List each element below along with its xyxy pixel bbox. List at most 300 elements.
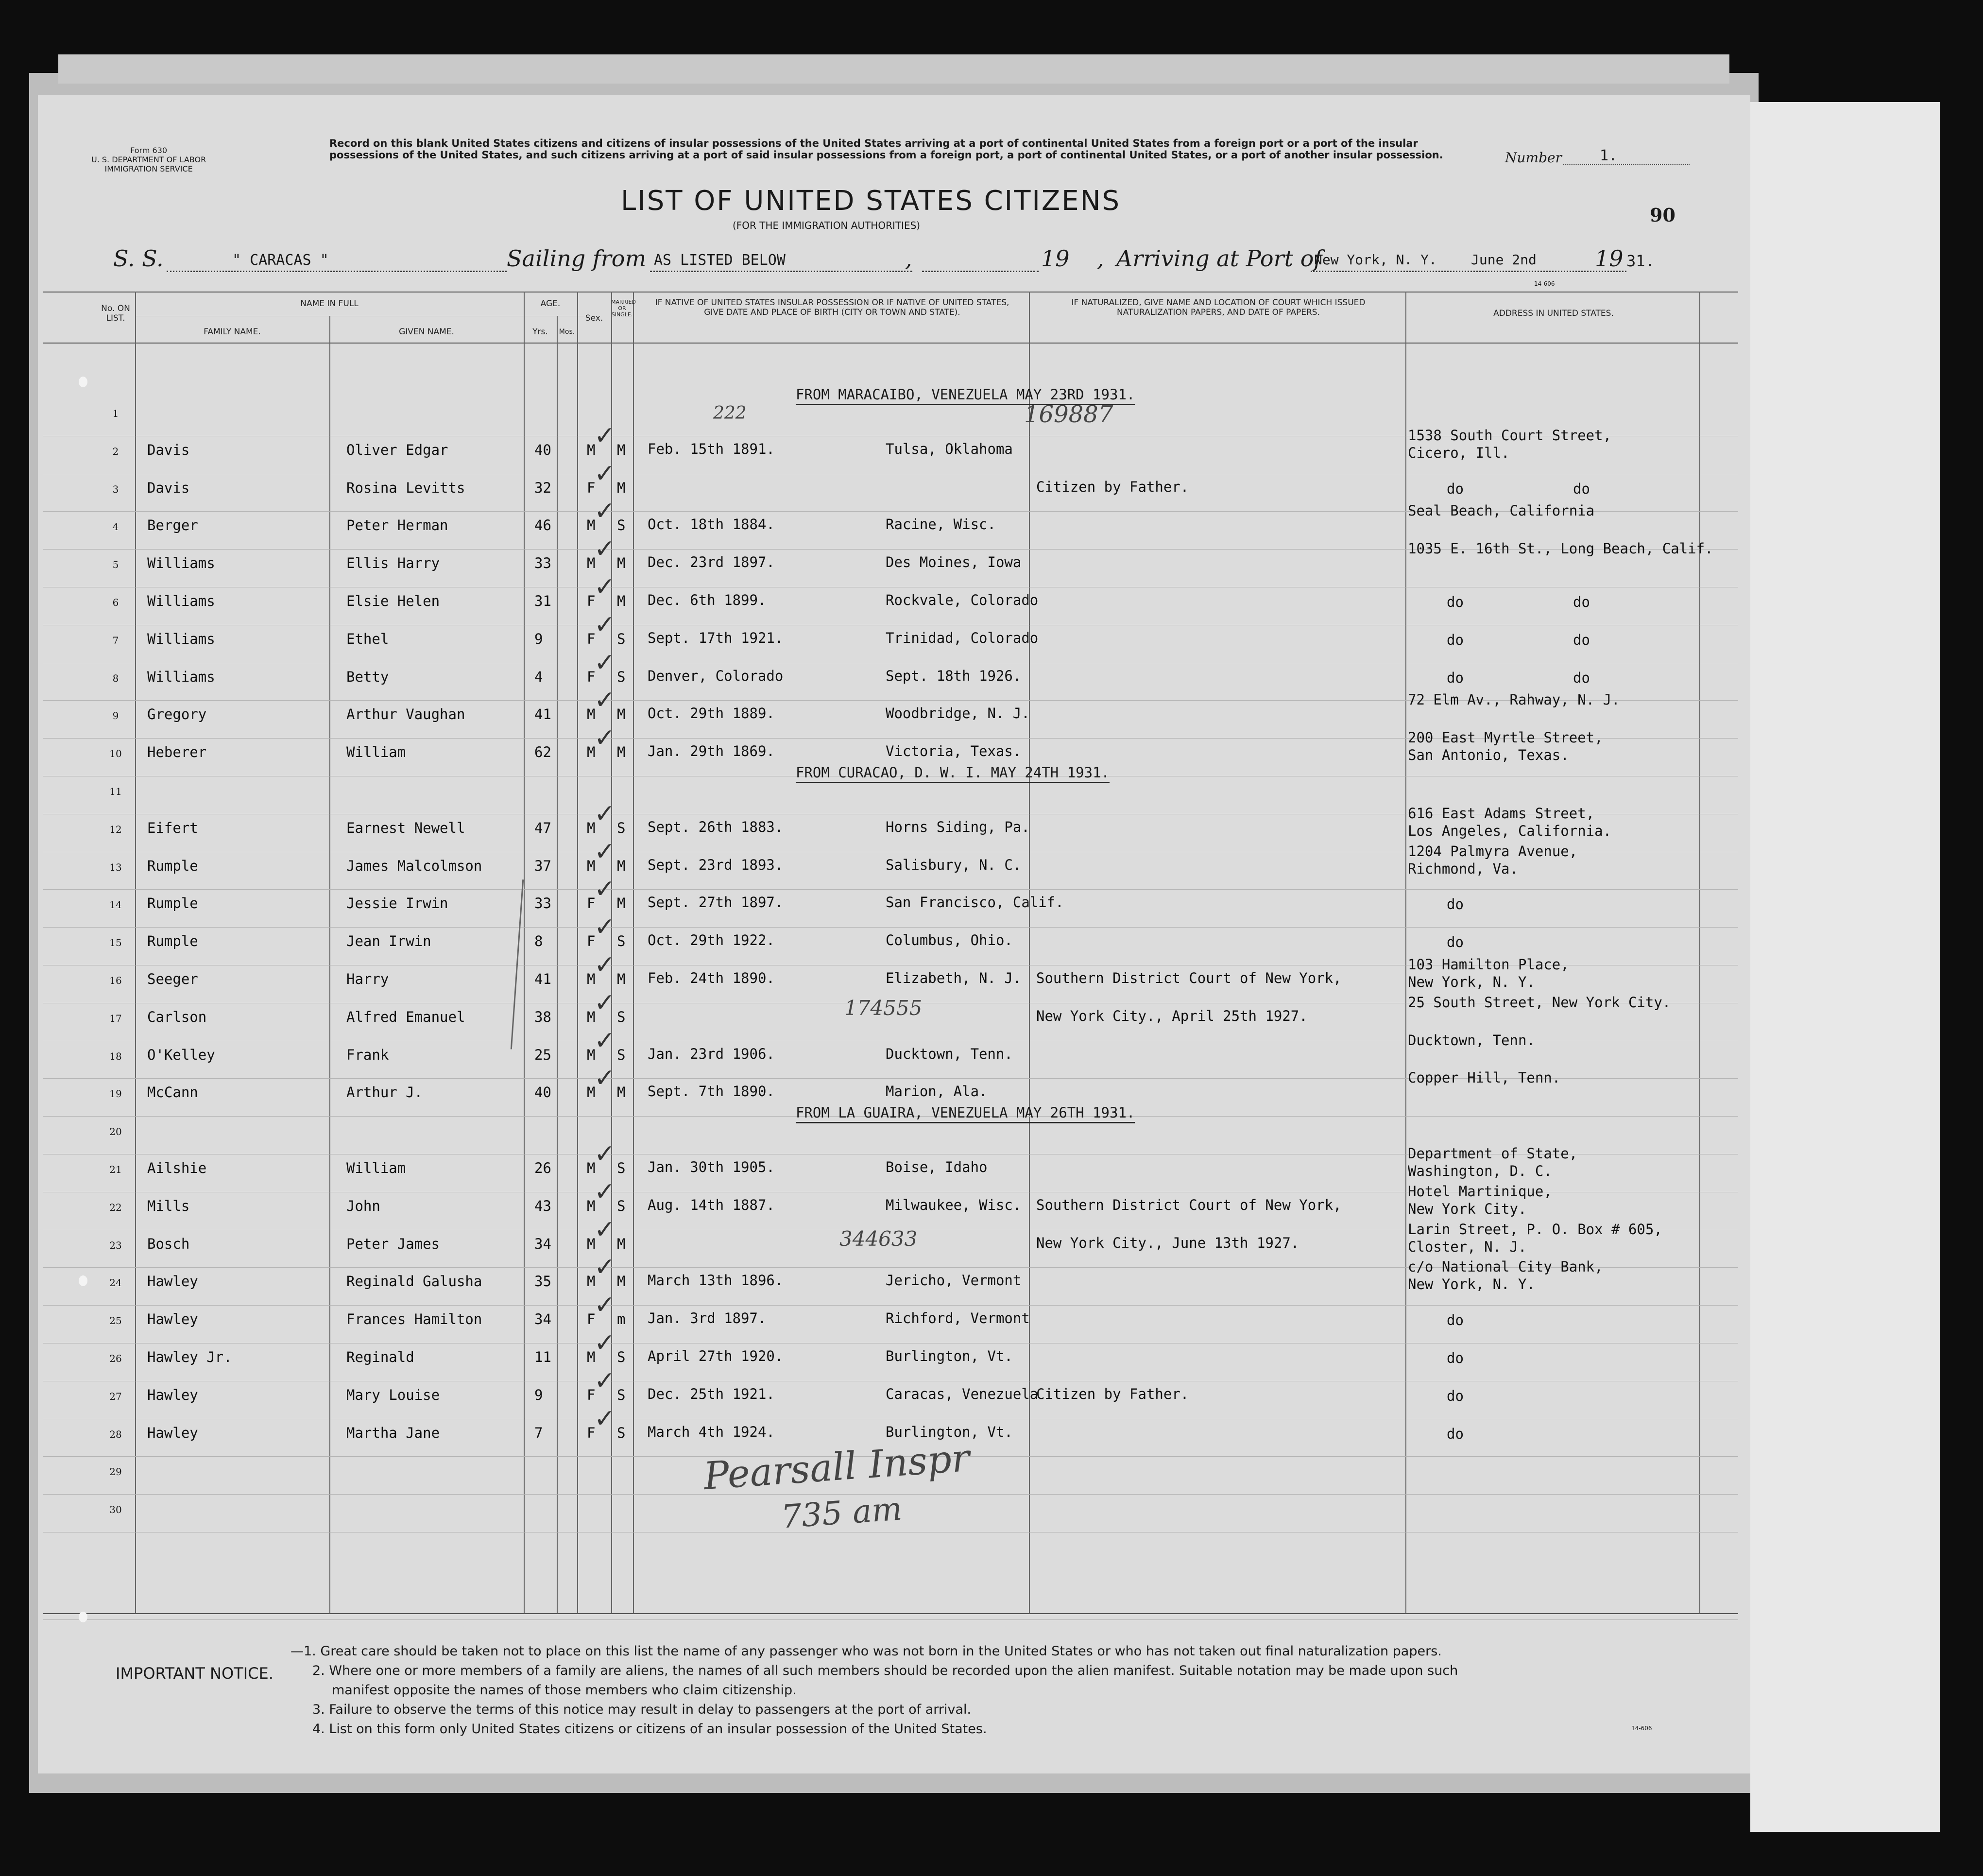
check-mark: ✓ bbox=[594, 1215, 615, 1244]
age-years: 11 bbox=[534, 1349, 551, 1365]
birth-place: San Francisco, Calif. bbox=[886, 894, 1064, 911]
birth-place: Jericho, Vermont bbox=[886, 1272, 1022, 1289]
address-line-1: Larin Street, P. O. Box # 605, bbox=[1408, 1221, 1662, 1238]
age-years: 37 bbox=[534, 857, 551, 874]
family-name: Ailshie bbox=[147, 1160, 207, 1176]
family-name: Eifert bbox=[147, 819, 198, 836]
arrival-time: 735 am bbox=[780, 1490, 904, 1536]
sex: M bbox=[587, 1235, 596, 1252]
page-subtitle: (FOR THE IMMIGRATION AUTHORITIES) bbox=[733, 220, 921, 231]
hdr-yrs: Yrs. bbox=[532, 327, 548, 337]
section-heading: FROM CURACAO, D. W. I. MAY 24TH 1931. bbox=[796, 764, 1110, 783]
hand-note-174555: 174555 bbox=[844, 996, 923, 1020]
birth-place: Marion, Ala. bbox=[886, 1083, 988, 1100]
age-years: 33 bbox=[534, 555, 551, 572]
col-ms bbox=[633, 292, 634, 1613]
sex: M bbox=[587, 1160, 596, 1176]
address-line-2: Richmond, Va. bbox=[1408, 860, 1518, 877]
age-years: 34 bbox=[534, 1235, 551, 1252]
row-number: 20 bbox=[109, 1126, 122, 1138]
age-years: 4 bbox=[534, 668, 543, 685]
family-name: Hawley bbox=[147, 1424, 198, 1441]
sex: M bbox=[587, 441, 596, 458]
address-line-2: New York, N. Y. bbox=[1408, 974, 1535, 990]
age-years: 40 bbox=[534, 1084, 551, 1101]
birth-place: Salisbury, N. C. bbox=[886, 856, 1022, 873]
age-years: 43 bbox=[534, 1197, 551, 1214]
age-years: 9 bbox=[534, 1386, 543, 1403]
row-rule bbox=[43, 927, 1738, 928]
address-line-2: Closter, N. J. bbox=[1408, 1238, 1527, 1255]
birth-date: Feb. 15th 1891. bbox=[648, 440, 775, 457]
row-number: 6 bbox=[112, 597, 119, 608]
birth-date: Aug. 14th 1887. bbox=[648, 1196, 775, 1213]
address-line-1: 25 South Street, New York City. bbox=[1408, 994, 1671, 1011]
age-years: 31 bbox=[534, 593, 551, 609]
sex: F bbox=[587, 668, 596, 685]
sex: M bbox=[587, 1084, 596, 1101]
family-name: Hawley bbox=[147, 1386, 198, 1403]
header-bottom bbox=[43, 343, 1738, 344]
sex: M bbox=[587, 1046, 596, 1063]
address-line-2: Cicero, Ill. bbox=[1408, 444, 1510, 461]
marital-status: S bbox=[617, 1160, 626, 1176]
check-mark: ✓ bbox=[594, 1139, 615, 1169]
given-name: Harry bbox=[346, 971, 389, 987]
marital-status: M bbox=[617, 971, 626, 987]
notice-item-4: 4. List on this form only United States citizens or citizens of an insular possession of the United States. bbox=[312, 1721, 987, 1737]
address-line-1b: do bbox=[1573, 480, 1590, 497]
sex: M bbox=[587, 744, 596, 761]
birth-date: Oct. 18th 1884. bbox=[648, 516, 775, 533]
birth-place: Caracas, Venezuela bbox=[886, 1385, 1039, 1402]
birth-date: Denver, Colorado bbox=[648, 667, 784, 684]
marital-status: S bbox=[617, 819, 626, 836]
age-years: 62 bbox=[534, 744, 551, 761]
naturalization: New York City., June 13th 1927. bbox=[1036, 1234, 1299, 1251]
check-mark: ✓ bbox=[594, 686, 615, 715]
instructions: Record on this blank United States citizens and citizens of insular possessions of the United States arriving at a port of continental United States from a foreign port or a port of the insular possessions of the United States, and such citizens arriving at a port of said insular possessions from a foreign port, a port of continental United States, or a port of another insular possession. bbox=[329, 138, 1443, 161]
section-heading: FROM LA GUAIRA, VENEZUELA MAY 26TH 1931. bbox=[796, 1104, 1135, 1123]
year-prefix-1: 19 bbox=[1041, 245, 1070, 272]
age-years: 46 bbox=[534, 517, 551, 534]
given-name: Ethel bbox=[346, 630, 389, 647]
address-line-1: do bbox=[1447, 1312, 1464, 1329]
birth-place: Columbus, Ohio. bbox=[886, 932, 1013, 949]
sex: M bbox=[587, 706, 596, 723]
family-name: Gregory bbox=[147, 706, 207, 723]
address-line-1: 1035 E. 16th St., Long Beach, Calif. bbox=[1408, 540, 1713, 557]
age-years: 38 bbox=[534, 1008, 551, 1025]
marital-status: M bbox=[617, 1084, 626, 1101]
given-name: Alfred Emanuel bbox=[346, 1008, 465, 1025]
given-name: Oliver Edgar bbox=[346, 441, 448, 458]
hand-note-222: 222 bbox=[713, 403, 747, 423]
check-mark: ✓ bbox=[594, 1026, 615, 1055]
row-number: 13 bbox=[109, 861, 122, 873]
marital-status: M bbox=[617, 1273, 626, 1290]
marital-status: S bbox=[617, 630, 626, 647]
marital-status: M bbox=[617, 441, 626, 458]
given-name: Ellis Harry bbox=[346, 555, 440, 572]
age-years: 41 bbox=[534, 706, 551, 723]
family-name: McCann bbox=[147, 1084, 198, 1101]
check-mark: ✓ bbox=[594, 1253, 615, 1282]
age-years: 32 bbox=[534, 479, 551, 496]
address-line-1b: do bbox=[1573, 594, 1590, 610]
under-sheet-2 bbox=[58, 54, 1729, 84]
given-name: Reginald Galusha bbox=[346, 1273, 482, 1290]
row-number: 15 bbox=[109, 937, 122, 949]
birth-date: Jan. 3rd 1897. bbox=[648, 1310, 767, 1327]
given-name: William bbox=[346, 744, 406, 761]
address-line-1: do bbox=[1447, 594, 1464, 610]
hdr-naturalized: IF NATURALIZED, GIVE NAME AND LOCATION OF COURT WHICH ISSUED NATURALIZATION PAPERS, AND DATE OF PAPERS. bbox=[1071, 298, 1366, 317]
birth-date: Jan. 30th 1905. bbox=[648, 1159, 775, 1175]
age-years: 35 bbox=[534, 1273, 551, 1290]
birth-date: Sept. 17th 1921. bbox=[648, 629, 784, 646]
service: IMMIGRATION SERVICE bbox=[104, 164, 193, 173]
col-no bbox=[135, 292, 136, 1613]
family-name: Williams bbox=[147, 630, 215, 647]
birth-place: Victoria, Texas. bbox=[886, 743, 1022, 760]
birth-date: March 13th 1896. bbox=[648, 1272, 784, 1289]
comma-2: , bbox=[1097, 245, 1104, 272]
birth-place: Trinidad, Colorado bbox=[886, 629, 1039, 646]
hdr-family: FAMILY NAME. bbox=[204, 327, 261, 337]
check-mark: ✓ bbox=[594, 534, 615, 564]
marital-status: S bbox=[617, 668, 626, 685]
notice-item-3: 3. Failure to observe the terms of this notice may result in delay to passengers at the port of arrival. bbox=[312, 1702, 972, 1717]
age-years: 26 bbox=[534, 1160, 551, 1176]
birth-date: Sept. 27th 1897. bbox=[648, 894, 784, 911]
age-years: 41 bbox=[534, 971, 551, 987]
form-id bbox=[91, 146, 206, 173]
given-name: Peter Herman bbox=[346, 517, 448, 534]
age-years: 8 bbox=[534, 933, 543, 950]
given-name: Earnest Newell bbox=[346, 819, 465, 836]
sailing-line bbox=[650, 271, 912, 272]
check-mark: ✓ bbox=[594, 950, 615, 980]
marital-status: M bbox=[617, 593, 626, 609]
marital-status: M bbox=[617, 1235, 626, 1252]
address-line-1: Copper Hill, Tenn. bbox=[1408, 1069, 1561, 1086]
comma-1: , bbox=[905, 245, 912, 272]
birth-place: Ducktown, Tenn. bbox=[886, 1045, 1013, 1062]
family-name: Mills bbox=[147, 1197, 190, 1214]
hdr-address: ADDRESS IN UNITED STATES. bbox=[1493, 309, 1614, 318]
hdr-birth: IF NATIVE OF UNITED STATES INSULAR POSSESSION OR IF NATIVE OF UNITED STATES, GIVE DATE AND PLACE OF BIRTH (CITY OR TOWN AND STATE). bbox=[655, 298, 1009, 317]
birth-date: Dec. 6th 1899. bbox=[648, 592, 767, 608]
check-mark: ✓ bbox=[594, 875, 615, 904]
address-line-1: do bbox=[1447, 1425, 1464, 1442]
hdr-age: AGE. bbox=[540, 299, 561, 309]
age-years: 7 bbox=[534, 1424, 543, 1441]
table-bottom bbox=[43, 1613, 1738, 1614]
check-mark: ✓ bbox=[594, 1366, 615, 1395]
given-name: Reginald bbox=[346, 1349, 414, 1365]
number-value: 1. bbox=[1600, 147, 1618, 164]
sex: M bbox=[587, 1008, 596, 1025]
check-mark: ✓ bbox=[594, 648, 615, 677]
address-line-1: do bbox=[1447, 934, 1464, 951]
row-number: 14 bbox=[109, 899, 122, 911]
sex: M bbox=[587, 1349, 596, 1365]
family-name: Davis bbox=[147, 441, 190, 458]
hdr-mos: Mos. bbox=[559, 328, 575, 336]
sex: F bbox=[587, 895, 596, 912]
birth-date: Dec. 23rd 1897. bbox=[648, 554, 775, 571]
col-addr bbox=[1699, 292, 1700, 1613]
birth-place: Sept. 18th 1926. bbox=[886, 667, 1022, 684]
age-years: 9 bbox=[534, 630, 543, 647]
row-number: 25 bbox=[109, 1315, 122, 1327]
age-years: 34 bbox=[534, 1311, 551, 1328]
sex: F bbox=[587, 1311, 596, 1328]
row-number: 4 bbox=[112, 521, 119, 533]
given-name: Peter James bbox=[346, 1235, 440, 1252]
arrival-date: June 2nd bbox=[1471, 252, 1537, 268]
sex: M bbox=[587, 819, 596, 836]
naturalization: New York City., April 25th 1927. bbox=[1036, 1007, 1308, 1024]
year: 31. bbox=[1626, 252, 1655, 270]
family-name: Hawley Jr. bbox=[147, 1349, 232, 1365]
address-line-2: New York, N. Y. bbox=[1408, 1276, 1535, 1293]
marital-status: S bbox=[617, 1386, 626, 1403]
given-name: Arthur Vaughan bbox=[346, 706, 465, 723]
check-mark: ✓ bbox=[594, 1177, 615, 1206]
date-line-1 bbox=[922, 271, 1039, 272]
birth-place: Horns Siding, Pa. bbox=[886, 818, 1030, 835]
family-name: Bosch bbox=[147, 1235, 190, 1252]
sex: F bbox=[587, 479, 596, 496]
check-mark: ✓ bbox=[594, 1404, 615, 1433]
address-line-1b: do bbox=[1573, 631, 1590, 648]
family-name: Williams bbox=[147, 555, 215, 572]
sex: M bbox=[587, 857, 596, 874]
hdr-name-in-full: NAME IN FULL bbox=[300, 299, 359, 309]
marital-status: S bbox=[617, 1046, 626, 1063]
family-name: Rumple bbox=[147, 895, 198, 912]
address-line-2: San Antonio, Texas. bbox=[1408, 747, 1569, 764]
row-number: 16 bbox=[109, 975, 122, 986]
check-mark: ✓ bbox=[594, 1328, 615, 1358]
row-number: 27 bbox=[109, 1390, 122, 1402]
naturalization: Southern District Court of New York, bbox=[1036, 970, 1342, 986]
row-number: 12 bbox=[109, 823, 122, 835]
check-mark: ✓ bbox=[594, 497, 615, 526]
birth-place: Milwaukee, Wisc. bbox=[886, 1196, 1022, 1213]
sex: M bbox=[587, 971, 596, 987]
page-title: LIST OF UNITED STATES CITIZENS bbox=[621, 185, 1121, 217]
birth-date: April 27th 1920. bbox=[648, 1348, 784, 1364]
row-number: 29 bbox=[109, 1466, 122, 1478]
sex: F bbox=[587, 1424, 596, 1441]
age-years: 47 bbox=[534, 819, 551, 836]
notice-item-2-cont: manifest opposite the names of those members who claim citizenship. bbox=[332, 1683, 797, 1698]
family-name: Williams bbox=[147, 668, 215, 685]
age-years: 40 bbox=[534, 441, 551, 458]
number-label: Number bbox=[1505, 150, 1562, 166]
row-number: 17 bbox=[109, 1012, 122, 1024]
row-number: 8 bbox=[112, 672, 119, 684]
birth-date: Feb. 24th 1890. bbox=[648, 970, 775, 986]
address-line-1: do bbox=[1447, 1387, 1464, 1404]
sex: F bbox=[587, 1386, 596, 1403]
check-mark: ✓ bbox=[594, 988, 615, 1017]
naturalization: Citizen by Father. bbox=[1036, 1385, 1189, 1402]
row-number: 28 bbox=[109, 1428, 122, 1440]
family-name: Seeger bbox=[147, 971, 198, 987]
address-line-1: do bbox=[1447, 669, 1464, 686]
address-line-1: do bbox=[1447, 1350, 1464, 1366]
birth-date: Sept. 26th 1883. bbox=[648, 818, 784, 835]
given-name: Rosina Levitts bbox=[346, 479, 465, 496]
given-name: Arthur J. bbox=[346, 1084, 423, 1101]
row-number: 9 bbox=[112, 710, 119, 722]
col-given bbox=[524, 292, 525, 1613]
address-line-2: Washington, D. C. bbox=[1408, 1163, 1552, 1179]
row-number: 7 bbox=[112, 634, 119, 646]
adjacent-page bbox=[1750, 102, 1940, 1832]
marital-status: m bbox=[617, 1311, 626, 1328]
given-name: Mary Louise bbox=[346, 1386, 440, 1403]
department: U. S. DEPARTMENT OF LABOR bbox=[91, 155, 206, 164]
sex: M bbox=[587, 1273, 596, 1290]
marital-status: S bbox=[617, 1008, 626, 1025]
form-number: Form 630 bbox=[130, 146, 168, 155]
birth-date: Oct. 29th 1922. bbox=[648, 932, 775, 949]
sailing-label: Sailing from bbox=[507, 245, 647, 272]
row-number: 5 bbox=[112, 559, 119, 571]
hdr-no: No. ON LIST. bbox=[101, 304, 130, 323]
marital-status: M bbox=[617, 857, 626, 874]
sex: F bbox=[587, 593, 596, 609]
form-code-bottom: 14-606 bbox=[1631, 1725, 1652, 1732]
port: New York, N. Y. bbox=[1314, 252, 1437, 268]
row-number: 23 bbox=[109, 1239, 122, 1251]
row-number: 26 bbox=[109, 1353, 122, 1364]
sex: M bbox=[587, 555, 596, 572]
notice-item-2: 2. Where one or more members of a family are aliens, the names of all such members should be recorded upon the alien manifest. Suitable notation may be made upon such bbox=[312, 1663, 1458, 1678]
hdr-married: MARRIED OR SINGLE. bbox=[611, 299, 636, 318]
form-code-top: 14-606 bbox=[1534, 280, 1555, 287]
family-name: Rumple bbox=[147, 857, 198, 874]
family-name: Williams bbox=[147, 593, 215, 609]
birth-place: Tulsa, Oklahoma bbox=[886, 440, 1013, 457]
given-name: Frances Hamilton bbox=[346, 1311, 482, 1328]
family-name: Berger bbox=[147, 517, 198, 534]
check-mark: ✓ bbox=[594, 1291, 615, 1320]
row-number: 19 bbox=[109, 1088, 122, 1100]
address-line-1: c/o National City Bank, bbox=[1408, 1258, 1603, 1275]
check-mark: ✓ bbox=[594, 723, 615, 753]
birth-date: Sept. 23rd 1893. bbox=[648, 856, 784, 873]
check-mark: ✓ bbox=[594, 610, 615, 639]
given-name: William bbox=[346, 1160, 406, 1176]
address-line-1: do bbox=[1447, 631, 1464, 648]
family-name: Rumple bbox=[147, 933, 198, 950]
family-name: Heberer bbox=[147, 744, 207, 761]
col-nat bbox=[1405, 292, 1406, 1613]
address-line-1: Hotel Martinique, bbox=[1408, 1183, 1552, 1200]
ss-label: S. S. bbox=[113, 245, 164, 272]
address-line-1: 1204 Palmyra Avenue, bbox=[1408, 843, 1578, 860]
address-line-2: Los Angeles, California. bbox=[1408, 822, 1612, 839]
sex: M bbox=[587, 517, 596, 534]
row-number: 30 bbox=[109, 1504, 122, 1516]
arriving-label: Arriving at Port of bbox=[1116, 245, 1322, 272]
family-name: Hawley bbox=[147, 1311, 198, 1328]
given-name: Frank bbox=[346, 1046, 389, 1063]
marital-status: S bbox=[617, 1197, 626, 1214]
notice-heading: IMPORTANT NOTICE. bbox=[116, 1664, 274, 1683]
table-top bbox=[43, 292, 1738, 293]
hdr-given: GIVEN NAME. bbox=[399, 327, 454, 337]
birth-date: Dec. 25th 1921. bbox=[648, 1385, 775, 1402]
row-number: 3 bbox=[112, 483, 119, 495]
table-bottom-2 bbox=[43, 1619, 1738, 1620]
check-mark: ✓ bbox=[594, 572, 615, 602]
family-name: O'Kelley bbox=[147, 1046, 215, 1063]
row-number: 24 bbox=[109, 1277, 122, 1289]
manifest-sheet bbox=[38, 95, 1750, 1773]
address-line-1: 1538 South Court Street, bbox=[1408, 427, 1612, 444]
hand-note-169887: 169887 bbox=[1024, 401, 1113, 428]
birth-date: Oct. 29th 1889. bbox=[648, 705, 775, 722]
family-name: Davis bbox=[147, 479, 190, 496]
port-line bbox=[1311, 271, 1626, 272]
naturalization: Southern District Court of New York, bbox=[1036, 1196, 1342, 1213]
address-line-1: 72 Elm Av., Rahway, N. J. bbox=[1408, 691, 1620, 708]
ship-line bbox=[167, 271, 507, 272]
row-number: 1 bbox=[112, 408, 119, 419]
age-years: 33 bbox=[534, 895, 551, 912]
check-mark: ✓ bbox=[594, 459, 615, 488]
row-number: 2 bbox=[112, 445, 119, 457]
birth-place: Woodbridge, N. J. bbox=[886, 705, 1030, 722]
check-mark: ✓ bbox=[594, 1064, 615, 1093]
check-mark: ✓ bbox=[594, 837, 615, 866]
address-line-1: 103 Hamilton Place, bbox=[1408, 956, 1569, 973]
given-name: James Malcolmson bbox=[346, 857, 482, 874]
punch-hole bbox=[79, 377, 87, 387]
address-line-1: do bbox=[1447, 896, 1464, 913]
row-number: 10 bbox=[109, 748, 122, 760]
address-line-1: Ducktown, Tenn. bbox=[1408, 1032, 1535, 1049]
address-line-1: Seal Beach, California bbox=[1408, 502, 1595, 519]
birth-place: Burlington, Vt. bbox=[886, 1348, 1013, 1364]
birth-date: Jan. 23rd 1906. bbox=[648, 1045, 775, 1062]
given-name: John bbox=[346, 1197, 380, 1214]
address-line-2: New York City. bbox=[1408, 1200, 1527, 1217]
address-line-1: Department of State, bbox=[1408, 1145, 1578, 1162]
row-number: 21 bbox=[109, 1164, 122, 1175]
col-mos bbox=[577, 292, 578, 1613]
year-prefix-2: 19 bbox=[1595, 245, 1624, 272]
row-number: 18 bbox=[109, 1050, 122, 1062]
family-name: Carlson bbox=[147, 1008, 207, 1025]
col-birth bbox=[1029, 292, 1030, 1613]
birth-place: Richford, Vermont bbox=[886, 1310, 1030, 1327]
sex: M bbox=[587, 1197, 596, 1214]
ship-name: " CARACAS " bbox=[232, 252, 329, 269]
address-line-1: do bbox=[1447, 480, 1464, 497]
hand-note-344633: 344633 bbox=[839, 1227, 918, 1251]
birth-place: Burlington, Vt. bbox=[886, 1423, 1013, 1440]
sex: F bbox=[587, 630, 596, 647]
marital-status: M bbox=[617, 706, 626, 723]
